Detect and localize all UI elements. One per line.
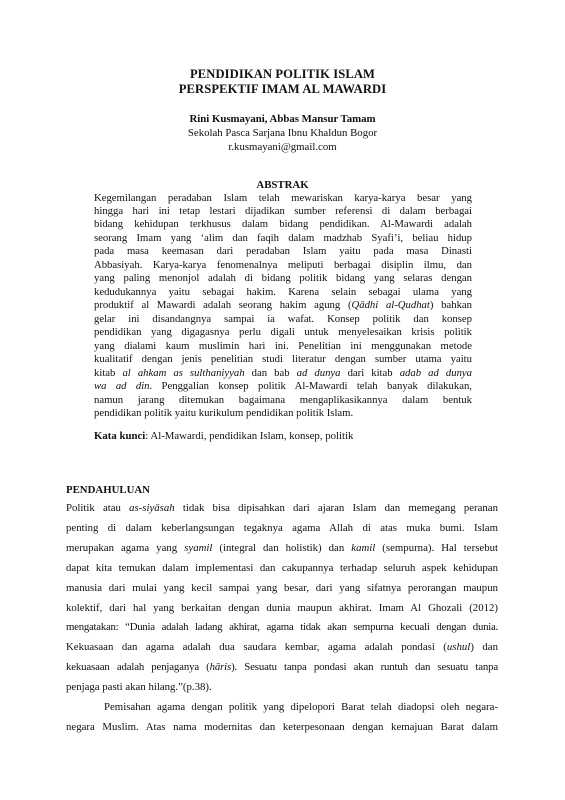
body-line: [66, 641, 498, 653]
abstract-text: dari kitab: [340, 367, 400, 379]
abstract-text: produktif al Mawardi adalah seorang hakim agung (: [94, 299, 352, 311]
body-line: negara Muslim. Atas nama modernitas dan keterpesonaan dengan kemajuan Barat dalam: [66, 721, 498, 733]
abstract-line: [94, 367, 472, 381]
abstract-line: namun jarang ditemukan bagaimana mengaplikasikannya dalam bentuk: [94, 394, 472, 406]
abstract-text: dan bab: [244, 367, 297, 379]
abstract-line: [94, 299, 472, 313]
abstract-italic-term: Qādhi al-Qudhat: [351, 299, 430, 311]
abstract-line: Abbasiyah. Karya-karya fenomenalnya meliputi berbagai disiplin ilmu, dan: [94, 259, 472, 271]
body-line: penting di dalam keberlangsungan tegaknya agama Allah di atas muka bumi. Islam: [66, 522, 498, 534]
body-italic-term: as-siyāsah: [129, 502, 175, 514]
abstract-line: kedudukannya yaitu sebagai hakim. Karena selain sebagai ulama yang: [94, 286, 472, 298]
abstract-italic-term: adab ad dunya: [399, 367, 472, 379]
body-italic-term: kamil: [351, 542, 376, 554]
body-text: merupakan agama yang: [66, 542, 185, 554]
abstract-line: pendidikan politik yaitu kurikulum pendidikan politik Islam.: [94, 407, 354, 419]
author-email: r.kusmayani@gmail.com: [228, 141, 337, 153]
body-line: [66, 542, 498, 554]
keywords: [94, 430, 353, 442]
abstract-italic-term: al ahkam as sulthaniyyah: [122, 367, 245, 379]
body-line: penjaga pasti akan hilang.”(p.38).: [66, 681, 212, 693]
abstract-heading: ABSTRAK: [256, 179, 309, 191]
abstract-line: pada masa keemasan dari peradaban Islam yaitu pada masa Dinasti: [94, 245, 472, 257]
abstract-text: ) bahkan: [429, 299, 472, 311]
body-line: [66, 661, 498, 673]
keywords-text: : Al-Mawardi, pendidikan Islam, konsep, politik: [145, 430, 354, 442]
body-line: [66, 502, 498, 514]
body-text: Kekuasaan dan agama adalah dua saudara kembar, agama adalah pondasi (: [66, 641, 447, 653]
keywords-label: Kata kunci: [94, 430, 146, 442]
abstract-line: seorang Imam yang ‘alim dan faqih dalam madzhab Syafi’i, beliau hidup: [94, 232, 472, 244]
paper-title-line-1: PENDIDIKAN POLITIK ISLAM: [189, 67, 376, 81]
body-line: kolektif, dari hal yang berkaitan dengan dunia maupun akhirat. Imam Al Ghozali (2012): [66, 602, 498, 614]
body-italic-term: ushul: [446, 641, 471, 653]
body-text: ) dan: [470, 641, 498, 653]
abstract-line: [94, 380, 472, 394]
body-text: (sempurna). Hal tersebut: [375, 542, 498, 554]
body-line: Pemisahan agama dengan politik yang dipelopori Barat telah diadopsi oleh negara-: [104, 701, 498, 713]
abstract-italic-term: ad dunya: [296, 367, 341, 379]
body-text: ). Sesuatu tanpa pondasi akan runtuh dan sesuatu tanpa: [231, 661, 498, 673]
body-text: tidak bisa dipisahkan dari ajaran Islam dan memegang peranan: [174, 502, 498, 514]
body-italic-term: hāris: [209, 661, 232, 673]
body-text: Politik atau: [66, 502, 130, 514]
body-line: mengatakan: “Dunia adalah ladang akhirat, agama tidak akan sempurna kecuali dengan dunia.: [66, 621, 498, 633]
abstract-line: gelar ini disandangnya sampai ia wafat. Konsep politik dan konsep: [94, 313, 472, 325]
abstract-line: hingga hari ini tetap lestari dijadikan sumber referensi di dalam berbagai: [94, 205, 472, 217]
abstract-line: yang dialami kaum muslimin hari ini. Penelitian ini menggunakan metode: [94, 340, 472, 352]
abstract-line: kualitatif dengan jenis penelitian studi literatur dengan sumber utama yaitu: [94, 353, 472, 365]
abstract-line: bidang kehidupan terkhusus dalam bidang pendidikan. Al-Mawardi adalah: [94, 218, 472, 230]
author-names: Rini Kusmayani, Abbas Mansur Tamam: [189, 113, 376, 125]
abstract-text: . Penggalian konsep politik Al-Mawardi telah banyak dilakukan,: [149, 380, 472, 392]
section-heading: PENDAHULUAN: [66, 484, 150, 496]
abstract-line: yang paling menonjol adalah di bidang politik bidang yang selaras dengan: [94, 272, 472, 284]
abstract-line: Kegemilangan peradaban Islam telah mewariskan karya-karya besar yang: [94, 192, 472, 204]
body-text: kekuasaan adalah penjaganya (: [66, 661, 210, 673]
body-line: manusia dari mulai yang kecil sampai yang besar, dari yang sifatnya perorangan maupun: [66, 582, 498, 594]
abstract-line: pendidikan yang digagasnya perlu digali untuk menyelesaikan krisis politik: [94, 326, 472, 338]
body-text: (integral dan holistik) dan: [212, 542, 352, 554]
abstract-text: kitab: [94, 367, 123, 379]
paper-title-line-2: PERSPEKTIF IMAM AL MAWARDI: [178, 82, 387, 96]
body-line: dapat kita temukan dalam implementasi dan cakupannya terhadap seluruh aspek kehidupan: [66, 562, 498, 574]
abstract-italic-term: wa ad din: [94, 380, 150, 392]
body-italic-term: syamil: [184, 542, 213, 554]
author-affiliation: Sekolah Pasca Sarjana Ibnu Khaldun Bogor: [187, 127, 378, 139]
